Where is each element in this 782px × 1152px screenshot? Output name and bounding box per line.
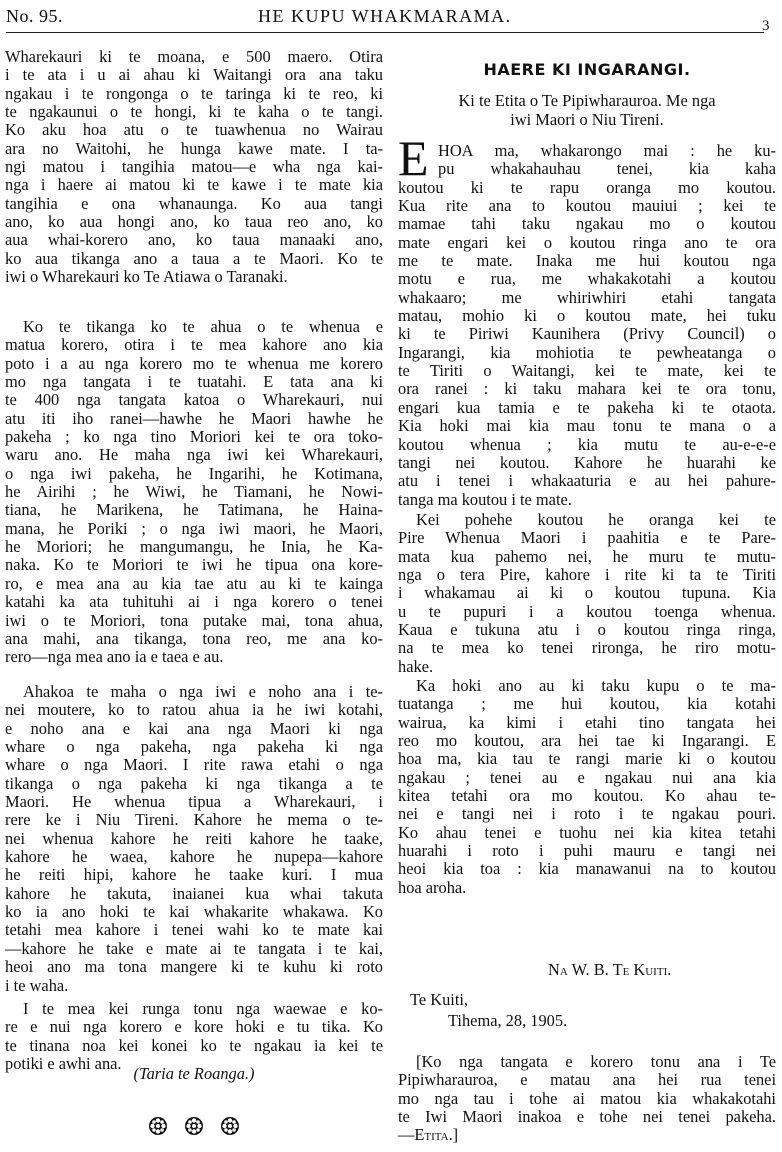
text-line: nga o tera Pire, kahore i rite ki ta te Tiriti <box>398 565 776 585</box>
editor-note <box>398 1053 776 1145</box>
text-line: ko ia ano hoki te kai whakarite whakawa. Ko <box>5 902 383 922</box>
text-line: Kia hoki mai kia mau tonu te mana o a <box>398 416 776 436</box>
subheading-line: iwi Maori o Niu Tireni. <box>510 110 664 129</box>
text-line: engari kua tamia e te pakeha ki te otaota. <box>398 397 776 417</box>
rosette-ornament-icon <box>184 1116 204 1136</box>
text-line: he Moriori; he mangumangu, he Inia, he Ka- <box>5 537 383 557</box>
date-line: Tihema, 28, 1905. <box>448 1011 568 1030</box>
text-line: te ngakaunui o te hongi, ki te kaha o te tangi. <box>5 102 383 122</box>
rosette-ornament-icon <box>220 1116 240 1136</box>
text-line: ara no Waitohi, he hunga kawe mate. I ta- <box>5 138 383 158</box>
text-line: mo nga tau i tohe ai matou kia whakakotahi <box>398 1088 776 1108</box>
text-line: i te ata i u ai ahau ki Waitangi ora ana taku <box>5 65 383 85</box>
text-line: tanga ma koutou i te mate. <box>398 489 572 509</box>
text-line: ano, ko aua hongi ano, ko taua reo ano, ko <box>5 212 383 232</box>
text-line: hake. <box>398 656 434 676</box>
text-line: ngi matou i tangihia matou—e wha nga kai- <box>5 157 383 177</box>
paragraph <box>5 683 383 995</box>
drop-cap: E <box>398 130 429 186</box>
text-line: na te mea ko tenei rironga, he riro motu- <box>398 638 776 658</box>
text-line: nga i haere ai matou ki te kawe i te mate kia <box>5 175 383 195</box>
text-line: me te mate. Inaka me hui koutou nga <box>398 251 776 271</box>
subheading-line: Ki te Etita o Te Pipiwharauroa. Me nga <box>458 91 716 110</box>
text-line: te Iwi Maori inakoa e tohe nei tenei pakeha. <box>398 1107 776 1127</box>
text-line: tuatanga ; me hui koutou, kia kotahi <box>398 694 776 714</box>
paragraph <box>5 48 383 286</box>
text-line: u te pupuri i a koutou toenga whenua. <box>398 601 776 621</box>
text-line: wairua, ka kimi i etahi tino tangata hei <box>398 712 776 732</box>
text-line: iwi o Wharekauri ko Te Atiawa o Taranaki. <box>5 267 288 287</box>
text-line: nei moutere, ko to ratou ahua ia he iwi kotahi, <box>5 700 383 720</box>
text-line: reo mo koutou, ara hei tae ki Ingarangi. E <box>398 731 776 751</box>
text-line: —kahore he take e mate ai te tangata i te kai, <box>5 938 383 958</box>
text-line: ro, e mea ana au kia tae atu au ki te kainga <box>5 573 383 593</box>
signature: Na W. B. Te Kuiti. <box>548 960 672 979</box>
text-line: tangi nei koutou. Kahore he huarahi ke <box>398 452 776 472</box>
text-line: katahi ka ata tuhituhi ai i nga korero o tenei <box>5 592 383 612</box>
text-line: poto i a au nga korero mo te whenua me korero <box>5 353 383 373</box>
paragraph <box>5 1000 383 1073</box>
ornament-row <box>5 1116 383 1140</box>
text-line: i te waha. <box>5 975 69 995</box>
text-line: Ko te tikanga ko te ahua o te whenua e <box>23 317 383 336</box>
text-line: [Ko nga tangata e korero tonu ana i Te <box>416 1052 776 1071</box>
rosette-ornament-icon <box>148 1116 168 1136</box>
text-line: e noho ana e kai ana nga Maori ki nga <box>5 718 383 738</box>
text-line: Kei pohehe koutou he oranga kei te <box>416 510 776 529</box>
text-line: o nga iwi pakeha, he Ingarihi, he Kotimana, <box>5 463 383 483</box>
text-line: ki te Piriwi Kaunihera (Privy Council) o <box>398 324 776 344</box>
text-line: pu whakahauhau tenei, kia kaha <box>438 159 776 179</box>
text-line: tetahi mea kahore i tenei wahi ko te mate kai <box>5 920 383 940</box>
text-line: Maori. He whenua tipua a Wharekauri, i <box>5 792 383 812</box>
text-line: ana mahi, ana tikanga, tona reo, me ana ko- <box>5 628 383 648</box>
text-line: pakeha ; ko nga tino Moriori kei te ora toko- <box>5 427 383 447</box>
text-line: mata kua pahemo nei, he muru te mutu- <box>398 546 776 566</box>
text-line: Kaua e tukuna atu i o koutou ringa ringa, <box>398 620 776 640</box>
text-line: Ko ahau tenei e tuohu nei kia kitea tetahi <box>398 822 776 842</box>
paragraph <box>5 318 383 667</box>
text-line: —Etita.] <box>398 1125 459 1145</box>
paragraph <box>398 130 776 509</box>
text-line: Ingarangi, kia mohiotia te pewheatanga o <box>398 342 776 362</box>
text-line: matau, mohio ki o koutou mate, hei tuku <box>398 306 776 326</box>
text-line: ora ranei : ki taku mahara kei te ora tonu, <box>398 379 776 399</box>
text-line: whakaaro; me whiriwhiri etahi tangata <box>398 287 776 307</box>
text-line: potiki e awhi ana. <box>5 1054 122 1074</box>
text-line: nei whenua kahore he reiti kahore he taake, <box>5 828 383 848</box>
text-line: te Tiriti o Waitangi, kei te mate, kei te <box>398 361 776 381</box>
text-line: motu e rua, me whakakotahi a koutou <box>398 269 776 289</box>
text-line: matua korero, otira i te mea kahore ano kia <box>5 335 383 355</box>
text-line: Pipiwharauroa, e matau ana hei rua tenei <box>398 1070 776 1090</box>
text-line: whare o nga Maori. I rite rawa etahi o nga <box>5 755 383 775</box>
text-line: Ko aku hoa atu o te tuawhenua no Wairau <box>5 120 383 140</box>
text-line: kahore he takuta, inaianei kua whai takuta <box>5 883 383 903</box>
continued-notice: (Taria te Roanga.) <box>133 1064 255 1083</box>
text-line: ngakau i te rongonga o te taringa ki te reo, ki <box>5 83 383 103</box>
paragraph <box>398 511 776 676</box>
text-line: heoi kia toa : kia manawanui na to koutou <box>398 859 776 879</box>
text-line: naka. Ko te Moriori te iwi he tipua ona kore- <box>5 555 383 575</box>
text-line: tangihia e ona whanaunga. Ko aua tangi <box>5 193 383 213</box>
text-line: te 400 nga tangata katoa o Wharekauri, nui <box>5 390 383 410</box>
text-line: koutou whenua ; kia mutu te au-e-e-e <box>398 434 776 454</box>
text-line: hoa aroha. <box>398 877 467 897</box>
text-line: iwi o te Moriori, tona putake mai, tona ahua, <box>5 610 383 630</box>
text-line: Wharekauri ki te moana, e 500 maero. Otira <box>5 47 383 66</box>
text-line: he Airihi ; he Wiwi, he Tiamani, he Nowi- <box>5 482 383 502</box>
text-line: huarahi i roto i puhi mauru e tangi nei <box>398 841 776 861</box>
text-line: hoa ma, kia tau te rangi marie ki o koutou <box>398 749 776 769</box>
text-line: nei e tangi nei i roto i te ngakau pouri. <box>398 804 776 824</box>
text-line: re e nui nga korero e kore hoki e tu tika. Ko <box>5 1017 383 1037</box>
header-rule <box>6 32 764 33</box>
text-line: kahore he waea, kahore he nupepa—kahore <box>5 847 383 867</box>
article-heading: HAERE KI INGARANGI. <box>483 60 691 79</box>
text-line: tikanga o nga pakeha ki nga tikanga a te <box>5 773 383 793</box>
place-line: Te Kuiti, <box>410 990 469 1009</box>
text-line: mate engari kei o koutou ringa ano te ora <box>398 232 776 252</box>
publication-title: HE KUPU WHAKMARAMA. <box>258 6 512 26</box>
text-line: I te mea kei runga tonu nga waewae e ko- <box>23 999 383 1018</box>
text-line: aua whai-korero ano, ko taua manaaki ano, <box>5 230 383 250</box>
text-line: mamae tahi taku ngakau mo o koutou <box>398 214 776 234</box>
text-line: heoi ano ma tona mangere ki te kuhu ki roto <box>5 957 383 977</box>
text-line: rero—nga mea ano ia e taea e au. <box>5 647 224 667</box>
page-number: 3 <box>762 18 770 34</box>
text-line: mo nga tangata i te tuatahi. E tata ana ki <box>5 372 383 392</box>
text-line: he reiti hipi, kahore he taake kuri. I mua <box>5 865 383 885</box>
paragraph <box>398 677 776 897</box>
text-line: Kua rite ana to koutou mauiui ; kei te <box>398 196 776 216</box>
text-line: Pire Whenua Maori i paahitia e te Pare- <box>398 528 776 548</box>
issue-number: No. 95. <box>6 6 63 26</box>
text-line: waru ano. He maha nga iwi kei Wharekauri, <box>5 445 383 465</box>
text-line: ko aua tikanga ano a taua a te Maori. Ko te <box>5 248 383 268</box>
text-line: te tinana noa kei konei ko te ngakau ia kei te <box>5 1035 383 1055</box>
text-line: atu i tenei i whakaaturia e au hei pahure- <box>398 471 776 491</box>
article-subheading <box>398 91 776 129</box>
text-line: koutou ki te rapu oranga mo koutou. <box>398 177 776 197</box>
text-line: i whakamau ai ki o koutou tupuna. Kia <box>398 583 776 603</box>
text-line: whare o nga pakeha, nga pakeha ki nga <box>5 737 383 757</box>
text-line: tiana, he Marikena, he Tatimana, he Haina- <box>5 500 383 520</box>
text-line: mana, he Poriki ; o nga iwi maori, he Maori, <box>5 518 383 538</box>
text-line: kitea tetahi ora mo koutou. Ko ahau te- <box>398 786 776 806</box>
text-line: HOA ma, whakarongo mai : he ku- <box>438 141 776 160</box>
text-line: rere ke i Niu Tireni. Kahore he mema o te- <box>5 810 383 830</box>
text-line: Ahakoa te maha o nga iwi e noho ana i te- <box>23 682 383 701</box>
text-line: ngakau ; tenei au e ngakau nui ana kia <box>398 767 776 787</box>
text-line: Ka hoki ano au ki taku kupu o te ma- <box>416 676 776 695</box>
text-line: atu iti iho ranei—hawhe he Maori hawhe he <box>5 408 383 428</box>
